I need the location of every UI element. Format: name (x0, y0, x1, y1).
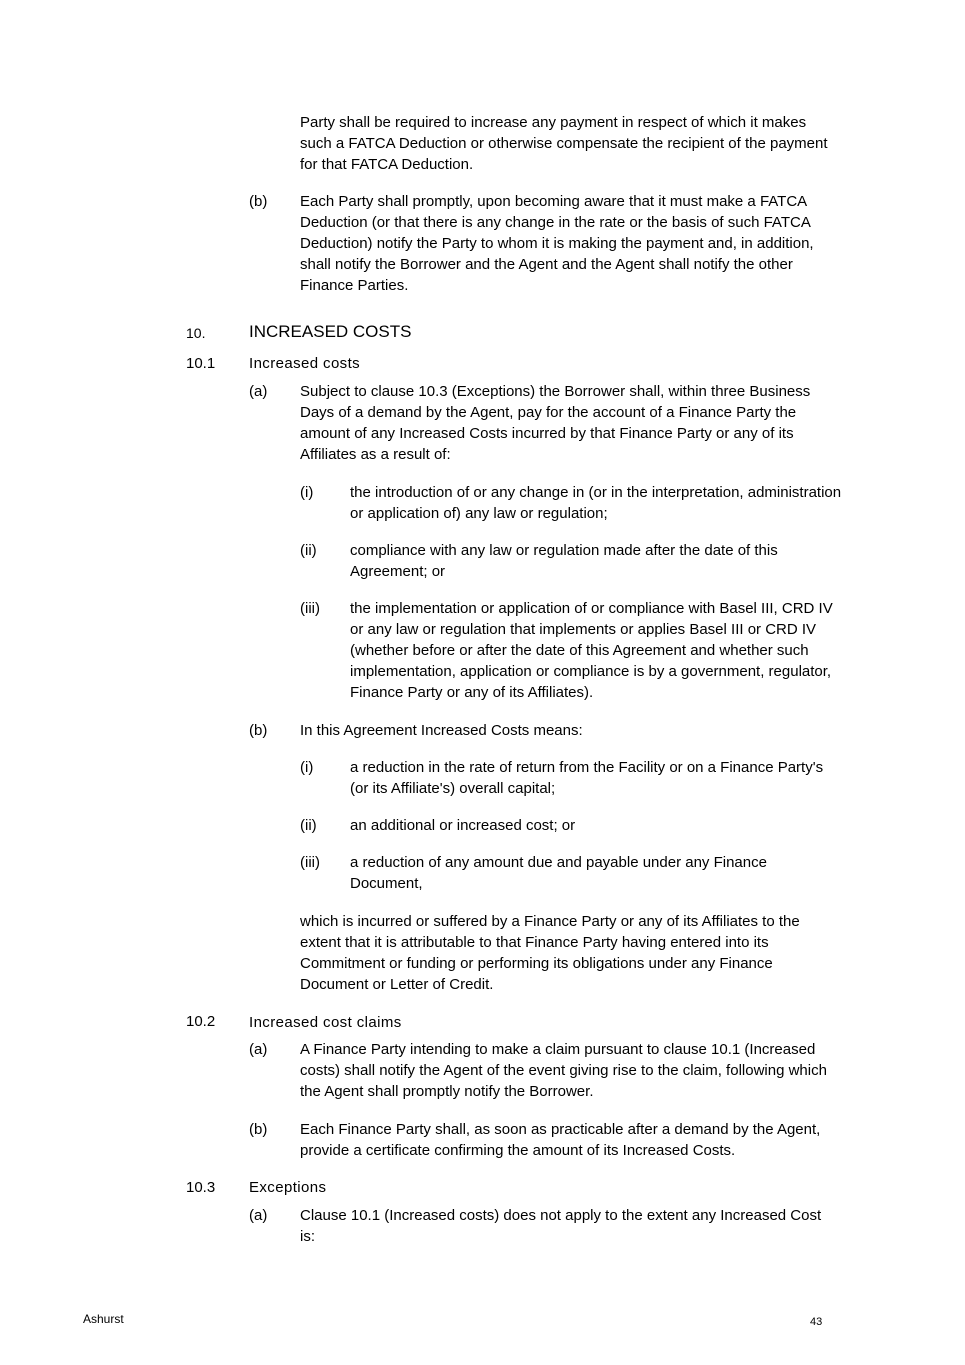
text-line: (whether before or after the date of this Agreement and whether such (350, 642, 809, 659)
text-line: or application of) any law or regulation; (350, 505, 608, 522)
text-line: implementation, application or compliance is by a government, regulator, (350, 663, 832, 680)
subsection-number: 10.1 (186, 355, 216, 372)
text-line: Days of a demand by the Agent, pay for the account of a Finance Party the (300, 404, 797, 421)
item-label: (ii) (300, 542, 317, 559)
text-line: Agreement; or (350, 563, 446, 580)
clause-label: (a) (249, 1041, 268, 1058)
text-line: an additional or increased cost; or (350, 817, 576, 834)
text-line: Finance Parties. (300, 277, 409, 294)
subsection-title: Exceptions (249, 1179, 327, 1196)
item-paragraph (350, 598, 833, 703)
text-line: Finance Party or any of its Affiliates). (350, 684, 594, 701)
text-line: Commitment or funding or performing its obligations under any Finance (300, 955, 773, 972)
subsection-number: 10.3 (186, 1179, 216, 1196)
text-line: amount of any Increased Costs incurred by that Finance Party or any of its (300, 425, 794, 442)
text-line: Deduction (or that there is any change in the rate or the basis of such FATCA (300, 214, 811, 231)
text-line: the introduction of or any change in (or in the interpretation, administration (350, 484, 842, 501)
text-line: Deduction) notify the Party to whom it is making the payment and, in addition, (300, 235, 814, 252)
section-number: 10. (186, 325, 206, 341)
trailing-paragraph (300, 911, 800, 995)
clause-label: (b) (249, 1121, 268, 1138)
text-line: Each Finance Party shall, as soon as practicable after a demand by the Agent, (300, 1121, 821, 1138)
text-line: is: (300, 1228, 315, 1245)
text-line: a reduction in the rate of return from the Facility or on a Finance Party's (350, 759, 824, 776)
text-line: A Finance Party intending to make a claim pursuant to clause 10.1 (Increased (300, 1041, 816, 1058)
clause-label: (b) (249, 193, 268, 210)
text-line: which is incurred or suffered by a Finance Party or any of its Affiliates to the (300, 913, 800, 930)
text-line: shall notify the Borrower and the Agent and the Agent shall notify the other (300, 256, 793, 273)
clause-label: (a) (249, 1207, 268, 1224)
text-line: Document or Letter of Credit. (300, 976, 494, 993)
item-paragraph (350, 852, 767, 894)
text-line: (or its Affiliate's) overall capital; (350, 780, 556, 797)
subsection-number: 10.2 (186, 1013, 216, 1030)
text-line: a reduction of any amount due and payable under any Finance (350, 854, 767, 871)
page-number: 43 (810, 1316, 823, 1328)
text-line: Each Party shall promptly, upon becoming aware that it must make a FATCA (300, 193, 808, 210)
text-line: Clause 10.1 (Increased costs) does not apply to the extent any Increased Cost (300, 1207, 822, 1224)
text-line: costs) shall notify the Agent of the event giving rise to the claim, following which (300, 1062, 827, 1079)
item-label: (iii) (300, 854, 320, 871)
item-paragraph (350, 482, 841, 524)
text-line: the Agent shall promptly notify the Borrower. (300, 1083, 594, 1100)
clause-paragraph (300, 381, 810, 465)
text-line: compliance with any law or regulation made after the date of this (350, 542, 778, 559)
text-line: such a FATCA Deduction or otherwise compensate the recipient of the payment (300, 135, 828, 152)
text-line: Party shall be required to increase any payment in respect of which it makes (300, 114, 807, 131)
text-line: for that FATCA Deduction. (300, 156, 474, 173)
item-paragraph (350, 540, 778, 582)
item-label: (iii) (300, 600, 320, 617)
footer-firm-name: Ashurst (83, 1312, 124, 1326)
clause-paragraph (300, 1039, 827, 1102)
section-title: INCREASED COSTS (249, 322, 412, 341)
text-line: the implementation or application of or compliance with Basel III, CRD IV (350, 600, 833, 617)
item-label: (i) (300, 759, 314, 776)
text-line: or any law or regulation that implements or applies Basel III or CRD IV (350, 621, 817, 638)
text-line: Affiliates as a result of: (300, 446, 451, 463)
item-label: (ii) (300, 817, 317, 834)
item-paragraph (350, 757, 823, 799)
subsection-title: Increased costs (249, 355, 361, 372)
clause-paragraph (300, 1119, 820, 1161)
text-line: provide a certificate confirming the amount of its Increased Costs. (300, 1142, 736, 1159)
item-paragraph (350, 815, 575, 836)
clause-label: (a) (249, 383, 268, 400)
subsection-title: Increased cost claims (249, 1014, 402, 1031)
continuation-paragraph (300, 112, 828, 175)
text-line: extent that it is attributable to that Finance Party having entered into its (300, 934, 769, 951)
text-line: Document, (350, 875, 423, 892)
clause-paragraph (300, 1205, 821, 1247)
item-label: (i) (300, 484, 314, 501)
fatca-b-paragraph (300, 191, 814, 296)
clause-label: (b) (249, 722, 268, 739)
clause-intro: In this Agreement Increased Costs means: (300, 722, 583, 739)
text-line: Subject to clause 10.3 (Exceptions) the Borrower shall, within three Business (300, 383, 811, 400)
